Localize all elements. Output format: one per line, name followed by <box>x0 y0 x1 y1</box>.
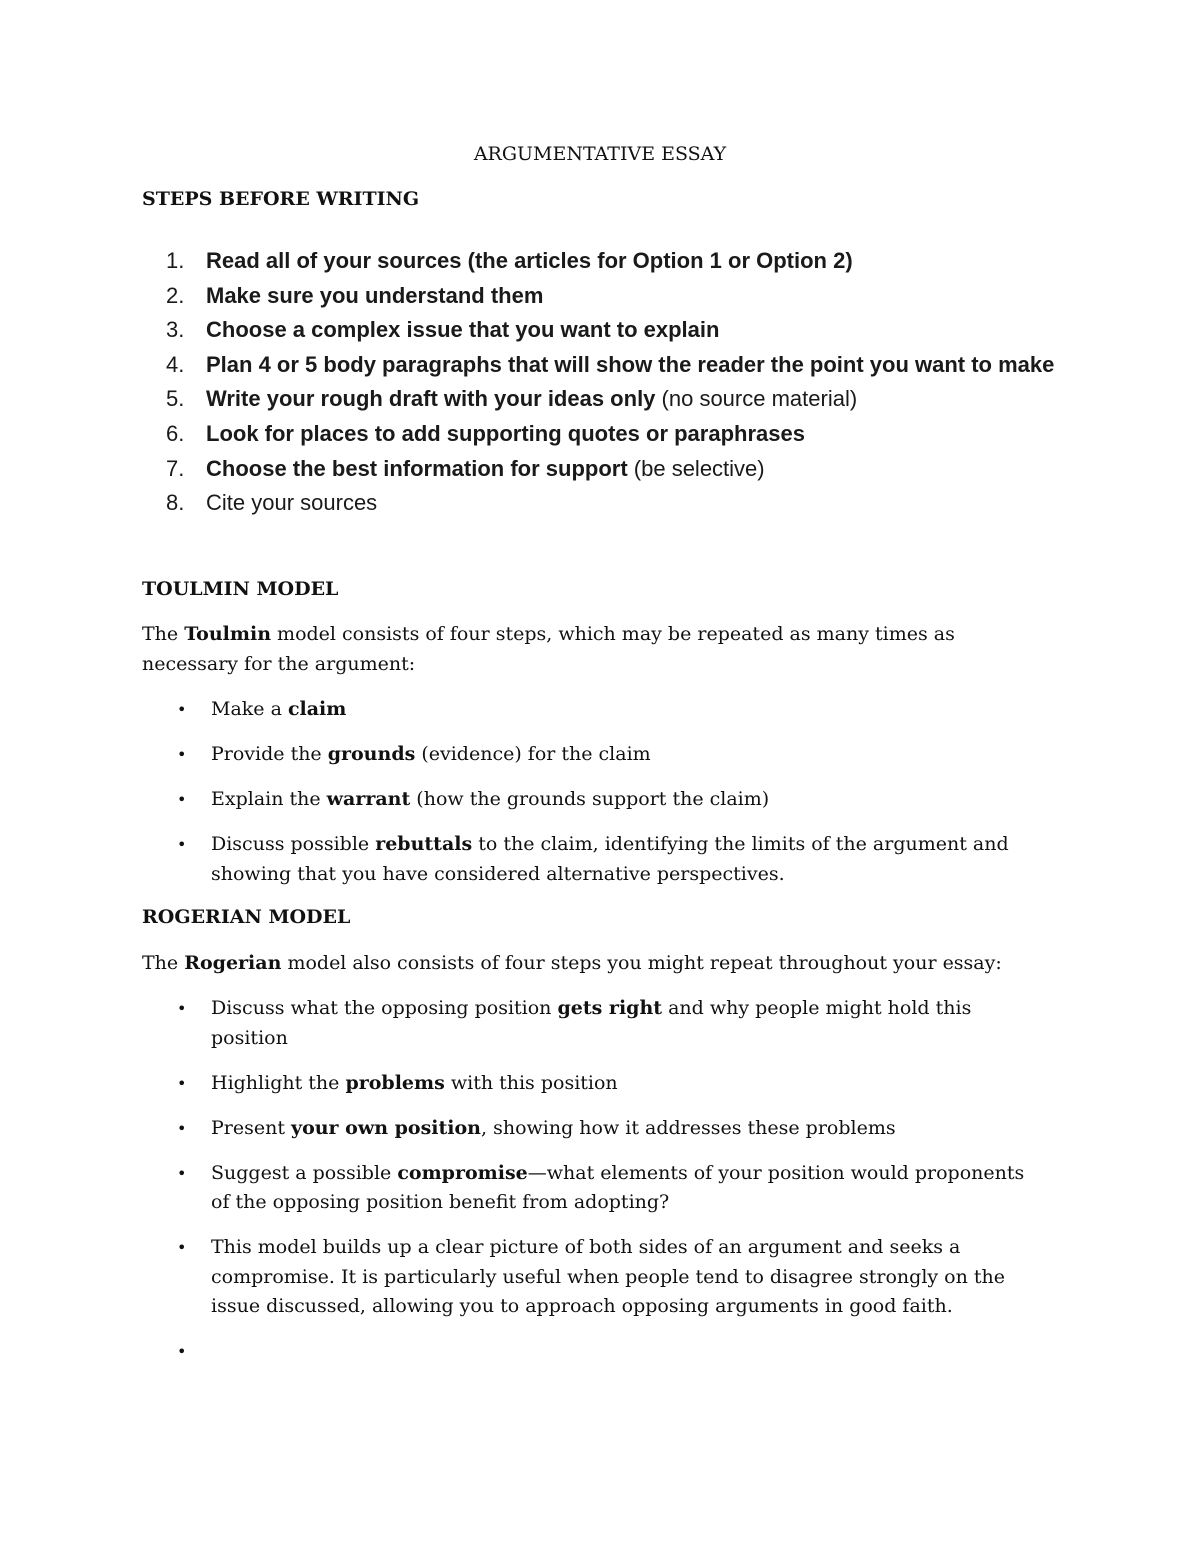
list-item: 2. Make sure you understand them <box>166 282 544 308</box>
list-item: • Make a claim <box>177 698 347 720</box>
list-item: 6. Look for places to add supporting quotes or paraphrases <box>166 420 805 446</box>
list-item: • Explain the warrant (how the grounds support the claim) <box>177 788 770 810</box>
toulmin-intro: The Toulmin model consists of four steps, which may be repeated as many times as necessary for the argument: <box>142 623 955 675</box>
list-item: • This model builds up a clear picture of both sides of an argument and seeks a compromise. It is particularly useful when people tend to disagree strongly on the issue discussed, allowing you to approach opposing arguments in good faith. <box>177 1236 1006 1317</box>
list-item: 3. Choose a complex issue that you want to explain <box>166 317 720 343</box>
list-item: • Provide the grounds (evidence) for the claim <box>177 743 651 765</box>
list-item: 8. Cite your sources <box>166 490 378 516</box>
steps-heading: STEPS BEFORE WRITING <box>142 188 420 210</box>
list-item: 4. Plan 4 or 5 body paragraphs that will show the reader the point you want to make <box>166 351 1055 377</box>
document-title: ARGUMENTATIVE ESSAY <box>473 143 727 165</box>
toulmin-heading: TOULMIN MODEL <box>142 578 339 600</box>
rogerian-intro: The Rogerian model also consists of four steps you might repeat throughout your essay: <box>142 952 1002 974</box>
list-item: 5. Write your rough draft with your ideas only (no source material) <box>166 386 858 412</box>
list-item: 1. Read all of your sources (the articles for Option 1 or Option 2) <box>166 248 853 273</box>
list-item: • Discuss what the opposing position gets right and why people might hold this position <box>177 997 972 1049</box>
list-item: • Present your own position, showing how it addresses these problems <box>177 1116 896 1139</box>
steps-list <box>142 244 1062 521</box>
toulmin-bullets <box>142 695 1042 905</box>
list-item: • Suggest a possible compromise—what elements of your position would proponents of the opposing position benefit from adopting? <box>177 1161 1025 1213</box>
rogerian-heading: ROGERIAN MODEL <box>142 906 351 928</box>
list-item: • <box>177 1342 187 1361</box>
list-item: • Discuss possible rebuttals to the claim, identifying the limits of the argument and showing that you have considered alternative perspectives. <box>177 833 1009 885</box>
list-item: • Highlight the problems with this position <box>177 1071 618 1094</box>
rogerian-bullets <box>142 994 1042 1382</box>
list-item: 7. Choose the best information for support (be selective) <box>166 455 765 481</box>
